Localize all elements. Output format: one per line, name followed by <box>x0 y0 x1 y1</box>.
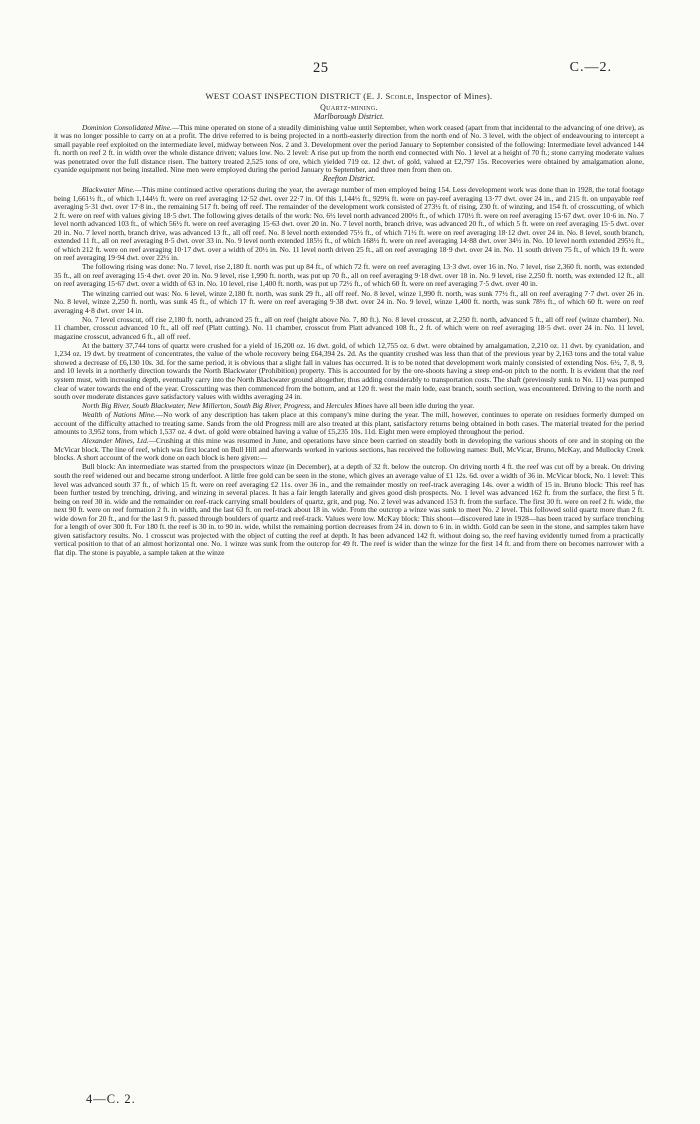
paragraph-text: —This mine operated on stone of a steadily diminishing value until September, when work ceased (apart from that incidental to the advancing of one drive), as it was no longer possible to carry on at a profit. The drive referred to is being projected in a north-easterly direction from the north end of No. 3 level, with the object of endeavouring to intercept a small payable reef exploited on the intermediate level, midway between Nos. 2 and 3. Development over the period January to September consisted of the following: Intermediate level advanced 144 ft. north on reef 2 ft. in width over the whole distance driven; values low. No. 2 level: A rise put up from the north end connected with No. 1 level at a height of 70 ft.; stone carrying moderate values was penetrated over the full distance risen. The battery treated 2,525 tons of ore, which yielded 719 oz. 12 dwt. of gold, valued at £2,797 15s. Recoveries were obtained by amalgamation alone, cyanide equipment not being installed. Nine men were employed during the period January to September, and three men from then on. <box>54 122 644 175</box>
district-heading-reefton: Reefton District. <box>322 174 376 184</box>
inspector-name: Scoble <box>385 91 412 101</box>
paragraph-battery: At the battery 37,744 tons of quartz were crushed for a yield of 16,200 oz. 16 dwt. gold, of which 12,755 oz. 6 dwt. were obtained by amalgamation, 2,210 oz. 11 dwt. by cyanidation, and 1,234 oz. 19 dwt. by treatment of concentrates, the value of the whole recovery being £64,394 2s. 2d. As the quantity crushed was less than that of the previous year by 2,163 tons and the total value showed a decrease of £6,130 10s. 3d. for the same period, it is obvious that a slight fall in values has occurred. It is to be noted that development work mainly consisted of extending Nos. 6½, 7, 8, 9, and 10 levels in a northerly direction towards the North Blackwater (Prohibition) property. This is accounted for by the ore-shoots having a steep end-on pitch to the north. It is evident that the reef system must, with increasing depth, eventually carry into the North Blackwater ground altogether, thus adding considerably to transportation costs. The shaft (previously sunk to No. 11) was pumped clear of water towards the end of the year. Crosscutting was then commenced from the bottom, and at 120 ft. west the main lode, east branch, south section, was encountered. Driving to the north and south over moderate distances gave satisfactory values with widths averaging 24 in. <box>54 340 644 402</box>
page-body <box>54 92 644 558</box>
paragraph-text: and <box>311 401 326 411</box>
paragraph-alexander <box>54 437 644 463</box>
page-header <box>0 60 700 76</box>
mine-name: Alexander Mines, Ltd. <box>82 436 149 446</box>
document-reference: C.—2. <box>569 60 612 75</box>
paragraph-text: —Crushing at this mine was resumed in June, and operations have since been carried on steadily both in developing the various shoots of ore and in stoping on the McVicar block. The line of reef, which was first located on Bull Hill and afterwards worked in various sections, has received the following names: Bull, McVicar, Bruno, McKay, and Mullocky Creek blocks. A short account of the work done on each block is here given:— <box>54 436 644 463</box>
section-title-part: , Inspector of Mines). <box>411 91 493 101</box>
mine-names: North Big River, South Blackwater, New Millerton, South Big River, Progress, <box>82 401 312 411</box>
paragraph-wealth-of-nations <box>54 411 644 437</box>
mine-name: Blackwater Mine. <box>82 184 135 194</box>
mine-name: Wealth of Nations Mine. <box>82 410 156 420</box>
section-title-part: WEST COAST INSPECTION DISTRICT (E. J. <box>205 91 386 101</box>
district-heading-marlborough: Marlborough District. <box>313 112 385 122</box>
paragraph-blackwater <box>54 186 644 263</box>
paragraph-winzing: The winzing carried out was: No. 6 level, winze 2,180 ft. north, was sunk 29 ft., all off reef. No. 8 level, winze 1,990 ft. north, was sunk 77½ ft., all on reef averaging 7·7 dwt. over 26 in. No. 8 level, winze 2,250 ft. north, was sunk 45 ft., of which 17 ft. were on reef averaging 9·38 dwt. over 24 in. No. 9 level, winze 1,400 ft. north, was sunk 78½ ft., of which 60 ft. were on reef averaging 4·8 dwt. over 14 in. <box>54 288 644 315</box>
mine-name: Dominion Consolidated Mine. <box>82 122 172 132</box>
paragraph-bull-block: Bull block: An intermediate was started from the prospectors winze (in December), at a depth of 32 ft. below the outcrop. On driving north 4 ft. the reef was cut off by a break. On driving south the reef widened out and became strong underfoot. A little free gold can be seen in the stone, which gives an average value of £1 12s. 6d. over a width of 36 in. McVicar block, No. 1 level: This level was advanced south 37 ft., of which 15 ft. were on reef averaging £2 11s. over 36 in., and the remainder mostly on reef-track averaging 14s. over a width of 15 in. Bruno block: This reef has been further tested by trenching, driving, and winzing in several places. It has a fair length laterally and gives good dish prospects. No. 1 level was advanced 162 ft. from the surface, the first 5 ft. being on reef 30 in. wide and the remainder on reef-track carrying small boulders of quartz, grit, and pug. No. 2 level was advanced 153 ft. from the surface. The first 30 ft. were on reef 2 ft. wide, the next 90 ft. were on reef formation 2 ft. in width, and the last 63 ft. on reef-track about 18 in. wide. From the outcrop a winze was sunk to meet No. 2 level. This followed solid quartz more than 2 ft. wide down for 20 ft., and for the last 9 ft. passed through boulders of quartz and reef-track. Values were low. McKay block: This shoot—discovered late in 1928—has been traced by surface trenching for a length of over 300 ft. For 180 ft. the reef is 30 in. to 90 in. wide, whilst the remaining portion decreases from 24 in. down to 6 in. in width. Gold can be seen in the stone, and samples taken have given satisfactory results. No. 1 crosscut was projected with the object of cutting the reef at depth. It has been advanced 142 ft. without doing so, the reef having evidently turned from a practically vertical position to that of an almost horizontal one. No. 1 winze was sunk from the outcrop for 49 ft. The reef is wider than the winze for the first 14 ft. and from there on becomes narrower with a flat dip. The stone is payable, a sample taken at the winze <box>54 462 644 557</box>
paragraph-text: —No work of any description has taken place at this company's mine during the year. The mill, however, continues to operate on residues formerly dumped on account of the difficulty attached to treating same. Sands from the old Progress mill are also treated at this plant, satisfactory returns being obtained in both cases. The material treated for the period amounts to 3,952 tons, from which 1,537 oz. 4 dwt. of gold were obtained having a value of £5,235 10s. 11d. Eight men were employed throughout the period. <box>54 410 644 437</box>
page-footer-signature: 4—C. 2. <box>86 1092 136 1106</box>
paragraph-crosscut: No. 7 level crosscut, off rise 2,180 ft. north, advanced 25 ft., all on reef (height above No. 7, 80 ft.). No. 8 level crosscut, at 2,250 ft. north, advanced 5 ft., all off reef (winze chamber). No. 11 chamber, crosscut advanced 10 ft., all off reef (Platt cutting). No. 11 chamber, crosscut from Platt advanced 108 ft., 2 ft. of which were on reef averaging 18·5 dwt. over 24 in. No. 11 level, magazine crosscut, advanced 6 ft., all off reef. <box>54 314 644 341</box>
section-title <box>54 92 644 101</box>
paragraph-text: have all been idle during the year. <box>372 401 475 411</box>
paragraph-dominion <box>54 124 644 175</box>
paragraph-rising: The following rising was done: No. 7 level, rise 2,180 ft. north was put up 84 ft., of which 72 ft. were on reef averaging 13·3 dwt. over 16 in. No. 7 level, rise 2,360 ft. north, was extended 35 ft., all on reef averaging 15·4 dwt. over 20 in. No. 9 level, rise 1,990 ft. north, was put up 70 ft., all on reef averaging 9·18 dwt. over 18 in. No. 9 level, rise 2,250 ft. north, was extended 12 ft., all on reef averaging 15·67 dwt. over a width of 63 in. No. 10 level, rise 1,400 ft. north, was put up 72½ ft., of which 60 ft. were on reef averaging 7·5 dwt. over 40 in. <box>54 262 644 289</box>
page-number: 25 <box>313 60 329 76</box>
paragraph-text: —This mine continued active operations during the year, the average number of men employed being 154. Less development work was done than in 1928, the total footage being 1,661½ ft., of which 1,144½ ft. were on reef averaging 12·52 dwt. over 22·7 in. Of this 1,144½ ft., 929¼ ft. were on pay-reef averaging 13·77 dwt. over 24 in., and 215 ft. on unpayable reef averaging 5·31 dwt. over 17·8 in., the remaining 517 ft. being off reef. The remainder of the development work consisted of 273½ ft. of rising, 230 ft. of winzing, and 154 ft. of crosscutting, of which 2 ft. were on reef with values giving 18·5 dwt. The following gives details of the work: No. 6½ level north advanced 200½ ft., of which 170½ ft. were on reef averaging 15·67 dwt. over 10·6 in. No. 7 level north advanced 103 ft., of which 56½ ft. were on reef averaging 15·63 dwt. over 20 in. No. 7 level north, branch drive, was advanced 20 ft., of which 5 ft. were on reef averaging 15·5 dwt. over 20 in. No. 7 level north, branch drive, was advanced 13 ft., all off reef. No. 8 level north extended 75½ ft., of which 71½ ft. were on reef averaging 18·12 dwt. over 24 in. No. 8 level, south branch, extended 11 ft., all on reef averaging 8·5 dwt. over 33 in. No. 9 level north extended 185½ ft., of which 168½ ft. were on reef averaging 14·88 dwt. over 34½ in. No. 10 level north extended 295½ ft., of which 212 ft. were on reef averaging 10·17 dwt. over a width of 20½ in. No. 11 level north driven 25 ft., all on reef averaging 18·9 dwt. over 24 in. No. 11 south driven 75 ft., of which 19 ft. were on reef averaging 19·94 dwt. over 22½ in. <box>54 184 644 263</box>
subheading-quartz-mining: Quartz-mining. <box>320 102 378 112</box>
mine-name: Hercules Mines <box>325 401 373 411</box>
